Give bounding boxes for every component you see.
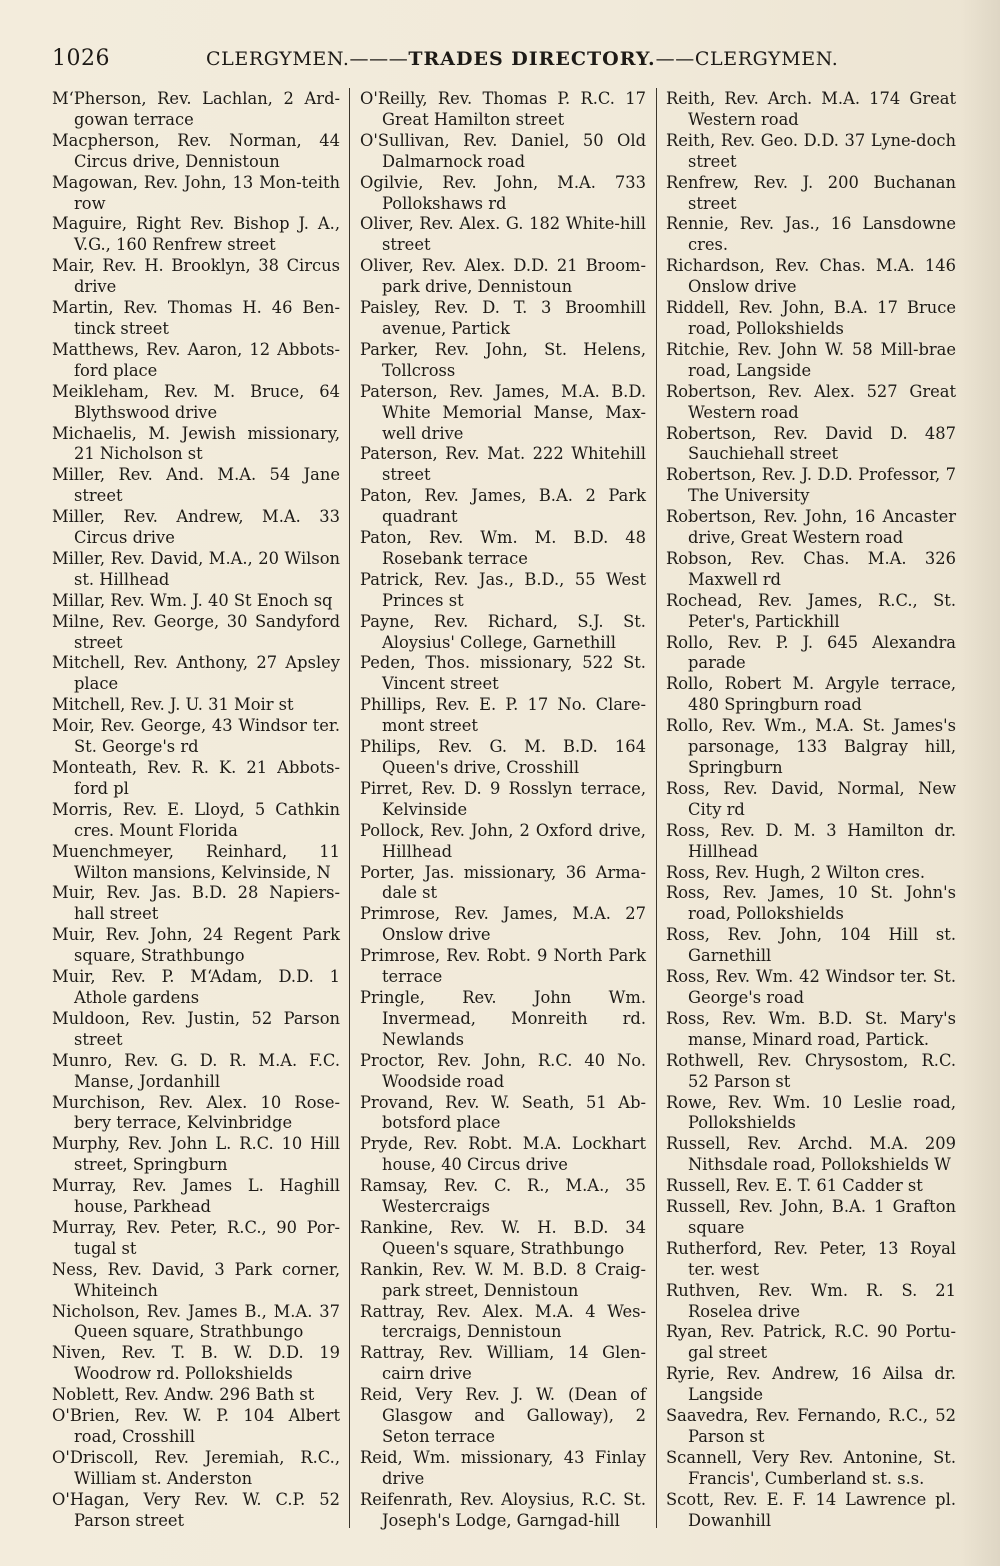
directory-entry: Peden, Thos. missionary, 522 St. Vincent street bbox=[360, 653, 646, 694]
directory-entry: Reid, Wm. missionary, 43 Finlay drive bbox=[360, 1447, 646, 1488]
column-divider bbox=[349, 88, 350, 1528]
directory-entry: Meikleham, Rev. M. Bruce, 64 Blythswood drive bbox=[52, 381, 340, 422]
directory-entry: Murphy, Rev. John L. R.C. 10 Hill street, Springburn bbox=[52, 1134, 340, 1175]
directory-entry: Russell, Rev. E. T. 61 Cadder st bbox=[666, 1176, 923, 1196]
directory-entry: Oliver, Rev. Alex. D.D. 21 Broom-park drive, Dennistoun bbox=[360, 256, 646, 297]
directory-entry: Ross, Rev. D. M. 3 Hamilton dr. Hillhead bbox=[666, 820, 956, 861]
directory-entry: Pringle, Rev. John Wm. Invermead, Monreith rd. Newlands bbox=[360, 987, 646, 1049]
directory-entry: Niven, Rev. T. B. W. D.D. 19 Woodrow rd. Pollokshields bbox=[52, 1343, 340, 1384]
directory-entry: Rutherford, Rev. Peter, 13 Royal ter. west bbox=[666, 1238, 956, 1279]
directory-entry: Moir, Rev. George, 43 Windsor ter. St. George's rd bbox=[52, 716, 340, 757]
directory-entry: Payne, Rev. Richard, S.J. St. Aloysius' College, Garnethill bbox=[360, 611, 646, 652]
directory-entry: Reifenrath, Rev. Aloysius, R.C. St. Joseph's Lodge, Garngad-hill bbox=[360, 1489, 646, 1530]
directory-entry: O'Sullivan, Rev. Daniel, 50 Old Dalmarnock road bbox=[360, 130, 646, 171]
directory-entry: Paisley, Rev. D. T. 3 Broomhill avenue, Partick bbox=[360, 298, 646, 338]
directory-entry: Rochead, Rev. James, R.C., St. Peter's, Partickhill bbox=[666, 590, 956, 631]
directory-entry: Maguire, Right Rev. Bishop J. A., V.G., 160 Renfrew street bbox=[52, 214, 340, 255]
directory-entry: Rollo, Rev. Wm., M.A. St. James's parsonage, 133 Balgray hill, Springburn bbox=[666, 716, 956, 777]
directory-entry: Michaelis, M. Jewish missionary, 21 Nicholson st bbox=[52, 423, 340, 464]
directory-entry: Reith, Rev. Arch. M.A. 174 Great Western road bbox=[666, 89, 956, 129]
directory-entry: Primrose, Rev. Robt. 9 North Park terrace bbox=[360, 946, 646, 987]
directory-entry: Murray, Rev. Peter, R.C., 90 Por-tugal st bbox=[52, 1217, 340, 1258]
directory-entry: Pollock, Rev. John, 2 Oxford drive, Hillhead bbox=[360, 820, 646, 861]
directory-entry: Muenchmeyer, Reinhard, 11 Wilton mansions, Kelvinside, N bbox=[52, 841, 340, 882]
column-3 bbox=[666, 89, 956, 1532]
directory-entry: Muldoon, Rev. Justin, 52 Parson street bbox=[52, 1008, 340, 1049]
directory-entry: Ross, Rev. Hugh, 2 Wilton cres. bbox=[666, 862, 926, 882]
directory-entry: O'Driscoll, Rev. Jeremiah, R.C., William st. Anderston bbox=[52, 1447, 340, 1488]
directory-entry: Ritchie, Rev. John W. 58 Mill-brae road, Langside bbox=[666, 339, 956, 380]
directory-entry: Robertson, Rev. David D. 487 Sauchiehall street bbox=[666, 423, 956, 464]
directory-entry: Mair, Rev. H. Brooklyn, 38 Circus drive bbox=[52, 256, 340, 297]
directory-entry: Saavedra, Rev. Fernando, R.C., 52 Parson st bbox=[666, 1406, 956, 1446]
running-head-left: CLERGYMEN. bbox=[206, 48, 350, 70]
page-number: 1026 bbox=[52, 46, 110, 71]
directory-entry: Millar, Rev. Wm. J. 40 St Enoch sq bbox=[52, 590, 333, 610]
directory-entry: Mitchell, Rev. Anthony, 27 Apsley place bbox=[52, 653, 340, 694]
directory-entry: Ness, Rev. David, 3 Park corner, Whiteinch bbox=[52, 1259, 340, 1300]
directory-entry: Robertson, Rev. J. D.D. Professor, 7 The University bbox=[666, 465, 956, 506]
directory-entry: Rankin, Rev. W. M. B.D. 8 Craig-park street, Dennistoun bbox=[360, 1259, 646, 1300]
directory-entry: Muir, Rev. John, 24 Regent Park square, Strathbungo bbox=[52, 925, 340, 966]
running-head: CLERGYMEN.———TRADES DIRECTORY.——CLERGYMEN. bbox=[206, 48, 839, 70]
directory-entry: Parker, Rev. John, St. Helens, Tollcross bbox=[360, 339, 646, 380]
directory-entry: Robertson, Rev. John, 16 Ancaster drive, Great Western road bbox=[666, 507, 956, 548]
directory-entry: Pryde, Rev. Robt. M.A. Lockhart house, 40 Circus drive bbox=[360, 1134, 646, 1175]
directory-entry: Oliver, Rev. Alex. G. 182 White-hill street bbox=[360, 214, 646, 255]
page-edge-shadow bbox=[960, 0, 1000, 1566]
column-2 bbox=[360, 89, 646, 1532]
directory-entry: Murchison, Rev. Alex. 10 Rose-bery terrace, Kelvinbridge bbox=[52, 1092, 340, 1133]
directory-entry: Reid, Very Rev. J. W. (Dean of Glasgow and Galloway), 2 Seton terrace bbox=[360, 1385, 646, 1446]
directory-entry: Provand, Rev. W. Seath, 51 Ab-botsford place bbox=[360, 1092, 646, 1133]
page-header bbox=[52, 46, 952, 78]
directory-entry: Reith, Rev. Geo. D.D. 37 Lyne-doch street bbox=[666, 130, 956, 171]
directory-entry: O'Hagan, Very Rev. W. C.P. 52 Parson street bbox=[52, 1489, 340, 1530]
directory-entry: Ryan, Rev. Patrick, R.C. 90 Portu-gal street bbox=[666, 1322, 956, 1363]
directory-entry: Miller, Rev. And. M.A. 54 Jane street bbox=[52, 465, 340, 506]
directory-entry: Scott, Rev. E. F. 14 Lawrence pl. Dowanhill bbox=[666, 1489, 956, 1530]
directory-entry: M‘Pherson, Rev. Lachlan, 2 Ard-gowan terrace bbox=[52, 89, 340, 129]
directory-entry: Porter, Jas. missionary, 36 Arma-dale st bbox=[360, 862, 646, 903]
directory-entry: Scannell, Very Rev. Antonine, St. Francis', Cumberland st. s.s. bbox=[666, 1447, 956, 1488]
directory-entry: Noblett, Rev. Andw. 296 Bath st bbox=[52, 1385, 315, 1405]
directory-entry: Rattray, Rev. Alex. M.A. 4 Wes-tercraigs, Dennistoun bbox=[360, 1301, 646, 1342]
running-head-right: CLERGYMEN. bbox=[694, 48, 839, 70]
directory-entry: Ruthven, Rev. Wm. R. S. 21 Roselea drive bbox=[666, 1280, 956, 1321]
directory-entry: Matthews, Rev. Aaron, 12 Abbots-ford place bbox=[52, 339, 340, 380]
directory-entry: Phillips, Rev. E. P. 17 No. Clare-mont street bbox=[360, 695, 646, 736]
directory-entry: Russell, Rev. Archd. M.A. 209 Nithsdale road, Pollokshields W bbox=[666, 1134, 956, 1175]
directory-entry: Paton, Rev. Wm. M. B.D. 48 Rosebank terrace bbox=[360, 528, 646, 568]
directory-entry: Ryrie, Rev. Andrew, 16 Ailsa dr. Langside bbox=[666, 1364, 956, 1405]
directory-entry: Morris, Rev. E. Lloyd, 5 Cathkin cres. Mount Florida bbox=[52, 799, 340, 840]
directory-entry: Ogilvie, Rev. John, M.A. 733 Pollokshaws rd bbox=[360, 172, 646, 213]
directory-entry: Rowe, Rev. Wm. 10 Leslie road, Pollokshields bbox=[666, 1092, 956, 1133]
directory-entry: Martin, Rev. Thomas H. 46 Ben-tinck street bbox=[52, 298, 340, 338]
directory-entry: Rattray, Rev. William, 14 Glen-cairn drive bbox=[360, 1343, 646, 1384]
column-divider bbox=[656, 88, 657, 1528]
directory-entry: Paterson, Rev. Mat. 222 Whitehill street bbox=[360, 444, 646, 485]
directory-entry: Primrose, Rev. James, M.A. 27 Onslow drive bbox=[360, 904, 646, 945]
directory-entry: Muir, Rev. P. M‘Adam, D.D. 1 Athole gardens bbox=[52, 967, 340, 1007]
directory-entry: Robertson, Rev. Alex. 527 Great Western road bbox=[666, 381, 956, 422]
directory-entry: Macpherson, Rev. Norman, 44 Circus drive, Dennistoun bbox=[52, 130, 340, 171]
directory-entry: Miller, Rev. David, M.A., 20 Wilson st. Hillhead bbox=[52, 548, 340, 589]
directory-entry: Ross, Rev. James, 10 St. John's road, Pollokshields bbox=[666, 883, 956, 924]
directory-entry: Renfrew, Rev. J. 200 Buchanan street bbox=[666, 172, 956, 213]
directory-entry: Rollo, Robert M. Argyle terrace, 480 Springburn road bbox=[666, 674, 956, 715]
directory-entry: Richardson, Rev. Chas. M.A. 146 Onslow drive bbox=[666, 256, 956, 297]
directory-entry: Milne, Rev. George, 30 Sandyford street bbox=[52, 611, 340, 652]
directory-entry: Russell, Rev. John, B.A. 1 Grafton square bbox=[666, 1197, 956, 1237]
directory-entry: Miller, Rev. Andrew, M.A. 33 Circus drive bbox=[52, 507, 340, 548]
directory-entry: Patrick, Rev. Jas., B.D., 55 West Princes st bbox=[360, 569, 646, 610]
directory-entry: Monteath, Rev. R. K. 21 Abbots-ford pl bbox=[52, 758, 340, 798]
directory-entry: Ross, Rev. Wm. 42 Windsor ter. St. George's road bbox=[666, 967, 956, 1007]
directory-entry: O'Reilly, Rev. Thomas P. R.C. 17 Great Hamilton street bbox=[360, 89, 646, 129]
directory-entry: O'Brien, Rev. W. P. 104 Albert road, Crosshill bbox=[52, 1406, 340, 1446]
directory-entry: Ross, Rev. John, 104 Hill st. Garnethill bbox=[666, 925, 956, 966]
directory-entry: Rennie, Rev. Jas., 16 Lansdowne cres. bbox=[666, 214, 956, 255]
directory-entry: Robson, Rev. Chas. M.A. 326 Maxwell rd bbox=[666, 548, 956, 589]
directory-entry: Muir, Rev. Jas. B.D. 28 Napiers-hall street bbox=[52, 883, 340, 924]
directory-entry: Nicholson, Rev. James B., M.A. 37 Queen square, Strathbungo bbox=[52, 1301, 340, 1342]
directory-entry: Rothwell, Rev. Chrysostom, R.C. 52 Parson st bbox=[666, 1050, 956, 1091]
directory-entry: Riddell, Rev. John, B.A. 17 Bruce road, Pollokshields bbox=[666, 298, 956, 338]
directory-entry: Munro, Rev. G. D. R. M.A. F.C. Manse, Jordanhill bbox=[52, 1050, 340, 1091]
directory-entry: Pirret, Rev. D. 9 Rosslyn terrace, Kelvinside bbox=[360, 778, 646, 819]
directory-entry: Paton, Rev. James, B.A. 2 Park quadrant bbox=[360, 486, 646, 527]
directory-entry: Proctor, Rev. John, R.C. 40 No. Woodside road bbox=[360, 1050, 646, 1091]
directory-entry: Philips, Rev. G. M. B.D. 164 Queen's drive, Crosshill bbox=[360, 737, 646, 777]
directory-entry: Ross, Rev. Wm. B.D. St. Mary's manse, Minard road, Partick. bbox=[666, 1008, 956, 1049]
directory-entry: Rankine, Rev. W. H. B.D. 34 Queen's square, Strathbungo bbox=[360, 1217, 646, 1258]
directory-entry: Rollo, Rev. P. J. 645 Alexandra parade bbox=[666, 632, 956, 673]
directory-entry: Ramsay, Rev. C. R., M.A., 35 Westercraigs bbox=[360, 1176, 646, 1217]
directory-entry: Murray, Rev. James L. Haghill house, Parkhead bbox=[52, 1176, 340, 1217]
running-head-center: TRADES DIRECTORY. bbox=[408, 48, 656, 70]
column-1 bbox=[52, 89, 340, 1532]
directory-entry: Mitchell, Rev. J. U. 31 Moir st bbox=[52, 695, 294, 715]
directory-entry: Paterson, Rev. James, M.A. B.D. White Memorial Manse, Max-well drive bbox=[360, 381, 646, 443]
directory-entry: Ross, Rev. David, Normal, New City rd bbox=[666, 778, 956, 819]
directory-entry: Magowan, Rev. John, 13 Mon-teith row bbox=[52, 172, 340, 213]
